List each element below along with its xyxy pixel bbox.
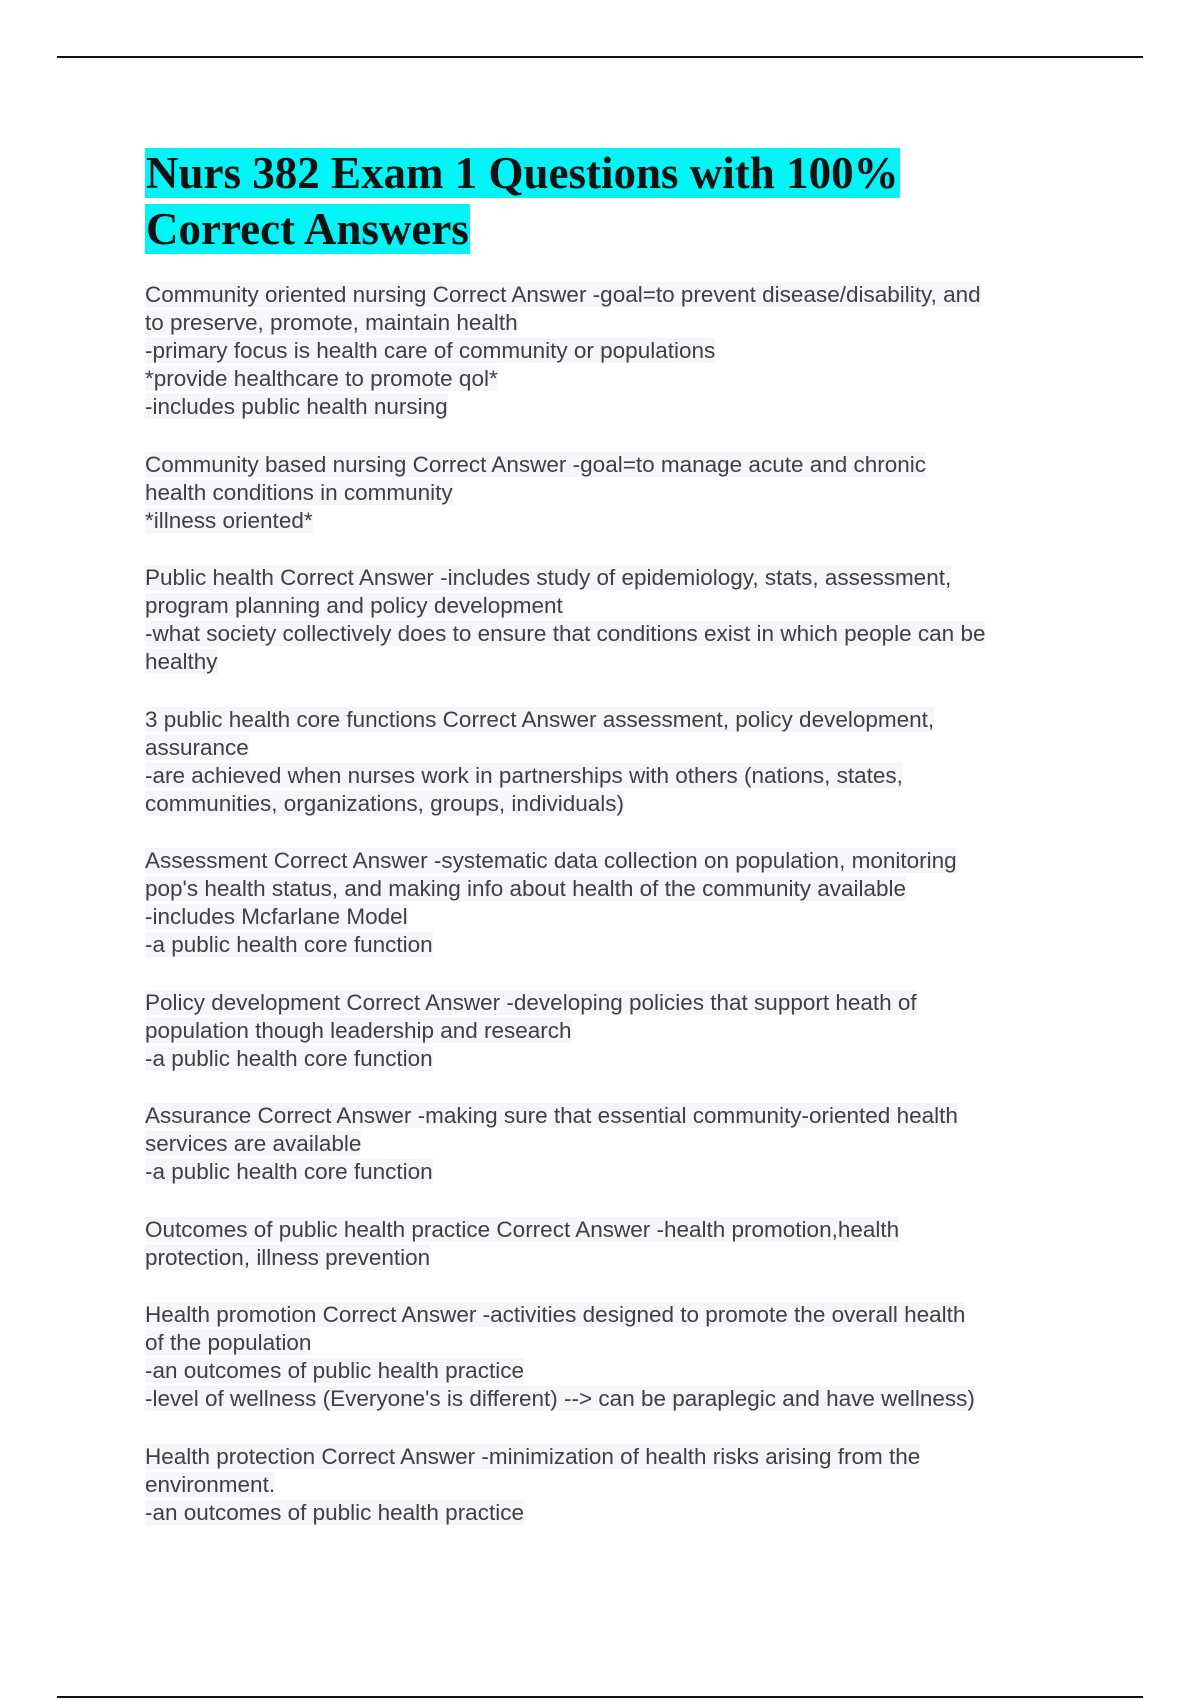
entry-line <box>145 931 1065 959</box>
entry-line-text: communities, organizations, groups, individuals) <box>145 790 624 816</box>
entry-line-text: pop's health status, and making info about health of the community available <box>145 876 907 901</box>
qa-entry <box>145 451 1065 535</box>
entry-line-text: program planning and policy development <box>145 593 563 618</box>
entry-line <box>145 1385 1065 1413</box>
entry-line-text: Policy development Correct Answer -developing policies that support heath of <box>145 989 917 1015</box>
entry-line <box>145 592 1065 620</box>
entry-line-text: -what society collectively does to ensure that conditions exist in which people can be <box>145 621 986 646</box>
entry-line-text: -a public health core function <box>145 932 433 957</box>
qa-entry <box>145 281 1065 421</box>
entry-line-text: -primary focus is health care of community or populations <box>145 338 716 363</box>
entry-line-text: Health promotion Correct Answer -activities designed to promote the overall health <box>145 1302 966 1327</box>
entry-line-text: to preserve, promote, maintain health <box>145 310 518 335</box>
entry-line-text: -a public health core function <box>145 1159 433 1184</box>
entry-line-text: -includes Mcfarlane Model <box>145 904 408 929</box>
entry-line <box>145 564 1065 592</box>
entry-line <box>145 1329 1065 1357</box>
entry-line-text: *illness oriented* <box>145 507 313 533</box>
entry-line <box>145 1357 1065 1385</box>
entry-line <box>145 734 1065 762</box>
qa-entry <box>145 847 1065 959</box>
entry-line <box>145 648 1065 676</box>
entry-line-text: population though leadership and research <box>145 1017 572 1043</box>
entry-line <box>145 1045 1065 1073</box>
entry-line-text: environment. <box>145 1471 276 1497</box>
entry-line-text: health conditions in community <box>145 479 453 505</box>
header-rule <box>57 56 1143 58</box>
entry-line <box>145 309 1065 337</box>
entry-line-text: -an outcomes of public health practice <box>145 1358 524 1383</box>
entry-line-text: Assessment Correct Answer -systematic data collection on population, monitoring <box>145 848 957 873</box>
entry-line <box>145 1158 1065 1186</box>
entry-line <box>145 989 1065 1017</box>
entry-line-text: services are available <box>145 1131 362 1156</box>
title-line-2: Correct Answers <box>146 204 469 254</box>
entry-line <box>145 1471 1065 1499</box>
entry-line-text: Public health Correct Answer -includes study of epidemiology, stats, assessment, <box>145 565 952 590</box>
entry-line-text: Community based nursing Correct Answer -goal=to manage acute and chronic <box>145 451 927 477</box>
entry-line <box>145 451 1065 479</box>
entry-line <box>145 1499 1065 1527</box>
entry-line-text: protection, illness prevention <box>145 1244 431 1270</box>
qa-entry <box>145 1102 1065 1186</box>
entry-line <box>145 479 1065 507</box>
footer-rule <box>57 1696 1143 1698</box>
entry-line <box>145 1216 1065 1244</box>
entry-line-text: Community oriented nursing Correct Answer -goal=to prevent disease/disability, and <box>145 282 981 307</box>
entry-line-text: -are achieved when nurses work in partnerships with others (nations, states, <box>145 762 903 788</box>
qa-entry <box>145 1216 1065 1272</box>
entry-line-text: -level of wellness (Everyone's is different) --> can be paraplegic and have wellness) <box>145 1386 975 1411</box>
entry-line-text: -an outcomes of public health practice <box>145 1499 524 1525</box>
qa-entry <box>145 706 1065 818</box>
entry-line <box>145 1244 1065 1272</box>
qa-entry <box>145 1301 1065 1413</box>
entry-line-text: Assurance Correct Answer -making sure that essential community-oriented health <box>145 1103 958 1128</box>
entry-line-text: Outcomes of public health practice Correct Answer -health promotion,health <box>145 1216 900 1242</box>
entry-line <box>145 903 1065 931</box>
entry-line <box>145 1102 1065 1130</box>
entry-line <box>145 762 1065 790</box>
entry-line-text: of the population <box>145 1330 312 1355</box>
entry-line-text: assurance <box>145 734 249 760</box>
qa-entry <box>145 564 1065 676</box>
entry-line <box>145 790 1065 818</box>
entry-line <box>145 847 1065 875</box>
qa-entries <box>145 281 1065 1527</box>
entry-line-text: *provide healthcare to promote qol* <box>145 366 498 391</box>
entry-line <box>145 1443 1065 1471</box>
document-body <box>145 145 1065 1556</box>
entry-line <box>145 337 1065 365</box>
qa-entry <box>145 1443 1065 1527</box>
entry-line <box>145 507 1065 535</box>
document-title <box>145 145 1065 257</box>
entry-line <box>145 281 1065 309</box>
entry-line <box>145 1130 1065 1158</box>
entry-line <box>145 393 1065 421</box>
entry-line-text: 3 public health core functions Correct Answer assessment, policy development, <box>145 706 935 732</box>
entry-line-text: healthy <box>145 649 218 674</box>
entry-line <box>145 1301 1065 1329</box>
entry-line <box>145 706 1065 734</box>
title-line-1: Nurs 382 Exam 1 Questions with 100% <box>146 148 899 198</box>
entry-line-text: Health protection Correct Answer -minimization of health risks arising from the <box>145 1443 921 1469</box>
entry-line <box>145 620 1065 648</box>
entry-line-text: -includes public health nursing <box>145 394 448 419</box>
qa-entry <box>145 989 1065 1073</box>
entry-line-text: -a public health core function <box>145 1045 433 1071</box>
entry-line <box>145 1017 1065 1045</box>
entry-line <box>145 365 1065 393</box>
entry-line <box>145 875 1065 903</box>
